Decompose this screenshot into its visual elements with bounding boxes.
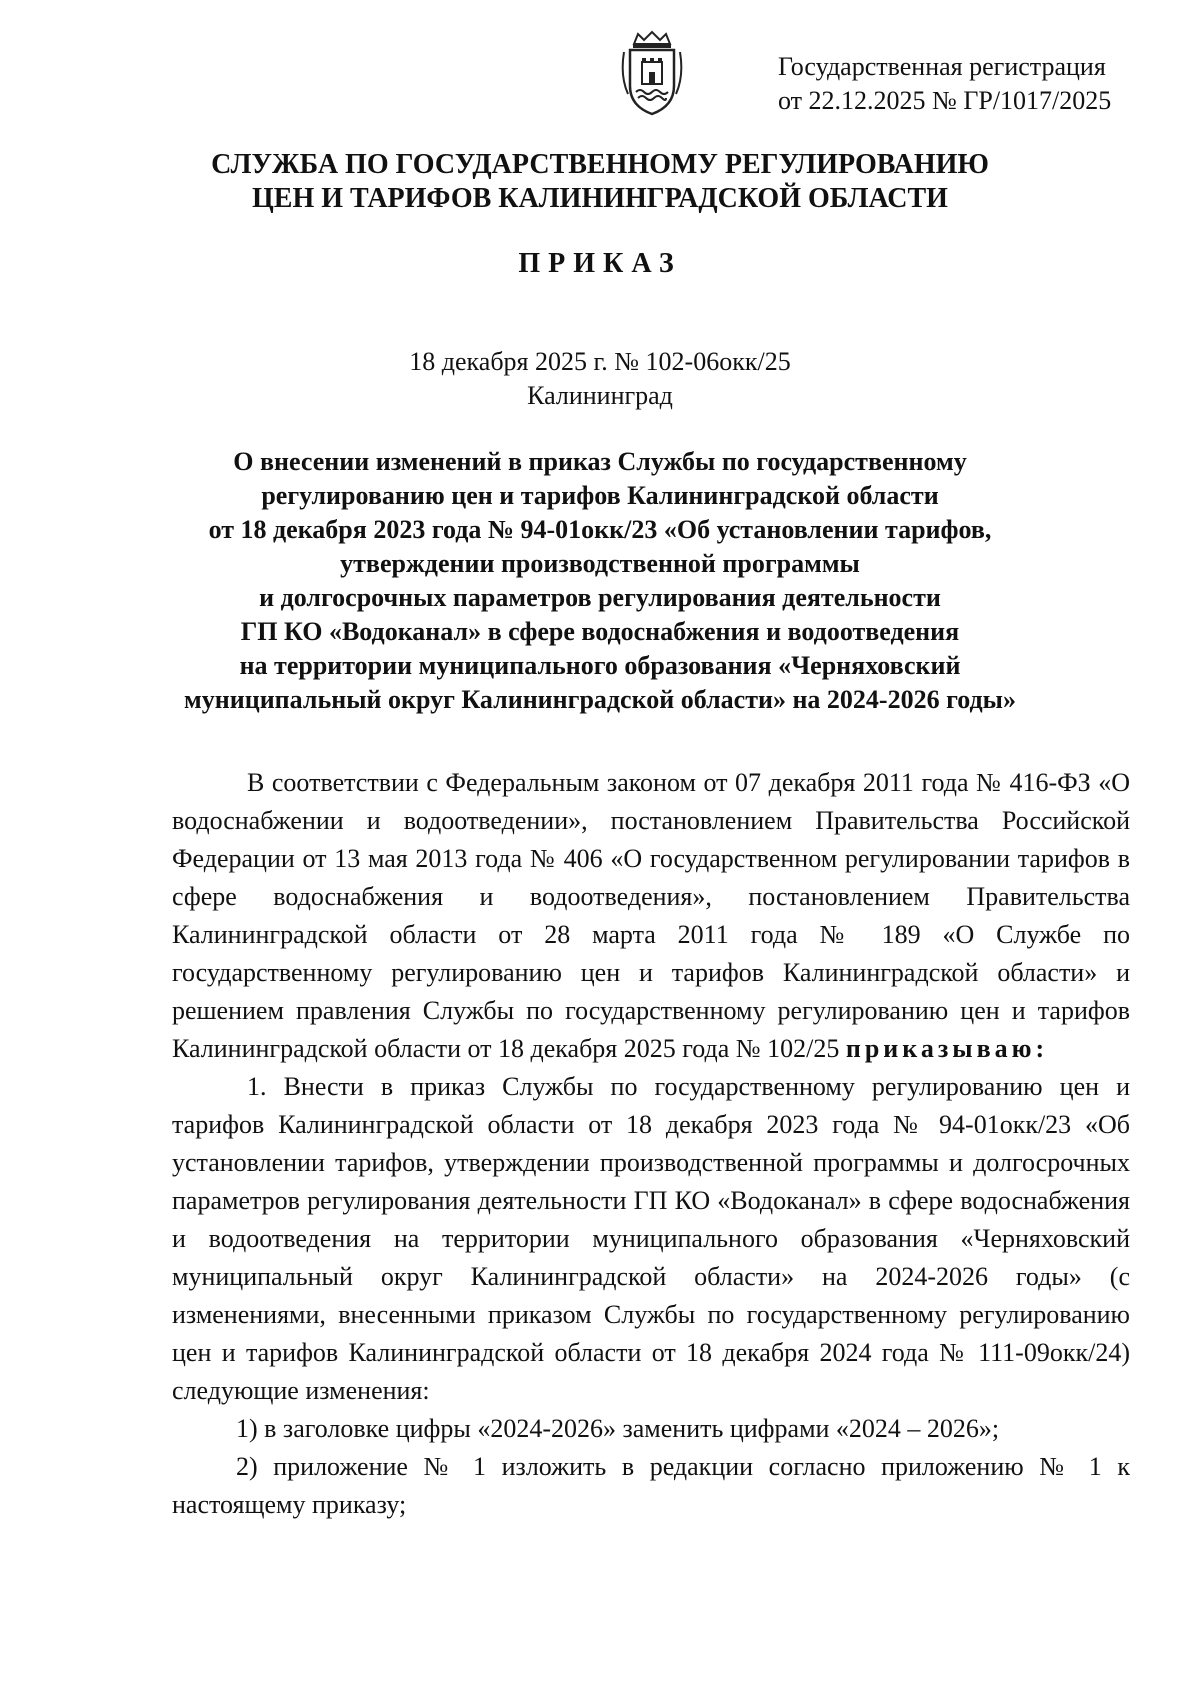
registration-number: от 22.12.2025 № ГР/1017/2025 xyxy=(778,86,1112,115)
subject-line: муниципальный округ Калининградской области» на 2024-2026 годы» xyxy=(184,685,1016,714)
order-metadata xyxy=(100,345,1100,413)
clause-1-paragraph: 1. Внести в приказ Службы по государственному регулированию цен и тарифов Калининградской области от 18 декабря 2023 года № 94-01окк/23 «Об установлении тарифов, утверждении производственной программы и долгосрочных параметров регулирования деятельности ГП КО «Водоканал» в сфере водоснабжения и водоотведения на территории муниципального образования «Черняховский муниципальный округ Калининградской области» на 2024-2026 годы» (с изменениями, внесенными приказом Службы по государственному регулированию цен и тарифов Калининградской области от 18 декабря 2024 года № 111-09окк/24) следующие изменения: xyxy=(172,1072,1130,1405)
agency-title-line: СЛУЖБА ПО ГОСУДАРСТВЕННОМУ РЕГУЛИРОВАНИЮ xyxy=(211,149,989,180)
subject-line: утверждении производственной программы xyxy=(340,549,860,578)
subject-line: и долгосрочных параметров регулирования деятельности xyxy=(259,583,941,612)
order-subject xyxy=(150,445,1050,717)
document-type: ПРИКАЗ xyxy=(518,248,682,279)
subject-line: от 18 декабря 2023 года № 94-01окк/23 «Об установлении тарифов, xyxy=(208,515,992,544)
agency-title-line: ЦЕН И ТАРИФОВ КАЛИНИНГРАДСКОЙ ОБЛАСТИ xyxy=(252,183,948,214)
preamble-paragraph xyxy=(172,764,1130,1068)
subject-line: О внесении изменений в приказ Службы по государственному xyxy=(233,447,967,476)
order-verb: приказываю: xyxy=(845,1034,1049,1063)
agency-title xyxy=(100,148,1100,216)
registration-label: Государственная регистрация xyxy=(778,52,1106,81)
subject-line: на территории муниципального образования «Черняховский xyxy=(239,651,961,680)
order-city: Калининград xyxy=(527,381,673,410)
preamble-text: В соответствии с Федеральным законом от 07 декабря 2011 года № 416-ФЗ «О водоснабжении и водоотведении», постановлением Правительства Российской Федерации от 13 мая 2013 года № 406 «О государственном регулировании тарифов в сфере водоснабжения и водоотведения», постановлением Правительства Калининградской области от 28 марта 2011 года № 189 «О Службе по государственному регулированию цен и тарифов Калининградской области» и решением правления Службы по государственному регулированию цен и тарифов Калининградской области от 18 декабря 2025 года № 102/25 xyxy=(172,768,1130,1063)
order-date-number: 18 декабря 2025 г. № 102-06окк/25 xyxy=(409,347,791,376)
kaliningrad-coat-of-arms-icon xyxy=(620,30,684,116)
subject-line: ГП КО «Водоканал» в сфере водоснабжения и водоотведения xyxy=(240,617,960,646)
clause-item-1: 1) в заголовке цифры «2024-2026» заменить цифрами «2024 – 2026»; xyxy=(236,1414,1000,1443)
clause-item-2: 2) приложение № 1 изложить в редакции согласно приложению № 1 к настоящему приказу; xyxy=(172,1452,1130,1519)
subject-line: регулированию цен и тарифов Калининградской области xyxy=(261,481,939,510)
state-registration xyxy=(778,50,1158,118)
order-body xyxy=(172,764,1130,1524)
